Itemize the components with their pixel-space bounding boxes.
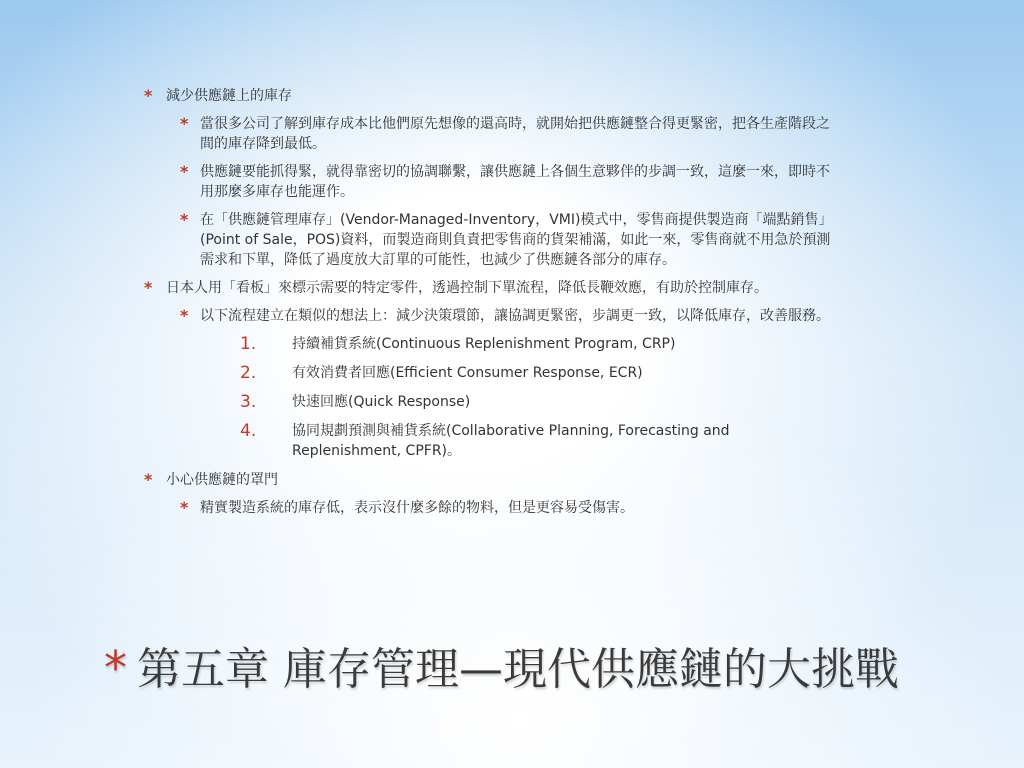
bullet-text: 減少供應鏈上的庫存 bbox=[166, 88, 292, 104]
bullet-text: 精實製造系統的庫存低，表示沒什麼多餘的物料，但是更容易受傷害。 bbox=[200, 500, 634, 516]
numbered-item bbox=[140, 363, 840, 383]
title-text: 第五章 庫存管理—現代供應鏈的大挑戰 bbox=[137, 644, 899, 695]
bullet-icon: * bbox=[144, 86, 153, 105]
bullet-icon: * bbox=[144, 470, 153, 489]
list-number: 3. bbox=[240, 392, 257, 412]
bullet-icon: * bbox=[180, 210, 189, 229]
list-number: 4. bbox=[240, 421, 257, 441]
numbered-item bbox=[140, 334, 840, 354]
numbered-text: 有效消費者回應(Efficient Consumer Response, ECR) bbox=[292, 365, 643, 381]
list-number: 2. bbox=[240, 363, 257, 383]
bullet-icon: * bbox=[180, 114, 189, 133]
numbered-text: 快速回應(Quick Response) bbox=[292, 394, 471, 410]
numbered-item bbox=[140, 392, 840, 412]
title-bullet-icon: * bbox=[104, 641, 127, 695]
bullet-icon: * bbox=[180, 162, 189, 181]
bullet-text: 以下流程建立在類似的想法上：減少決策環節，讓協調更緊密，步調更一致，以降低庫存，改善服務。 bbox=[200, 308, 830, 324]
bullet-icon: * bbox=[180, 498, 189, 517]
bullet-text: 在「供應鏈管理庫存」(Vendor-Managed-Inventory，VMI)模式中，零售商提供製造商「端點銷售」(Point of Sale，POS)資料，而製造商則負責把零售商的貨架補滿，如此一來，零售商就不用急於預測需求和下單，降低了過度放大訂單的可能性，也減少了供應鏈各部分的庫存。 bbox=[200, 212, 833, 268]
numbered-text: 協同規劃預測與補貨系統(Collaborative Planning, Forecasting and Replenishment, CPFR)。 bbox=[292, 423, 730, 459]
bullet-icon: * bbox=[144, 278, 153, 297]
numbered-text: 持續補貨系統(Continuous Replenishment Program, CRP) bbox=[292, 336, 676, 352]
slide-content bbox=[140, 86, 840, 526]
bullet-text: 日本人用「看板」來標示需要的特定零件，透過控制下單流程，降低長鞭效應，有助於控制庫存。 bbox=[166, 280, 768, 296]
bullet-item bbox=[140, 306, 840, 326]
bullet-item bbox=[140, 210, 840, 270]
bullet-item bbox=[140, 162, 840, 202]
list-number: 1. bbox=[240, 334, 257, 354]
bullet-item bbox=[140, 470, 840, 490]
bullet-icon: * bbox=[180, 306, 189, 325]
bullet-item bbox=[140, 114, 840, 154]
bullet-text: 供應鏈要能抓得緊，就得靠密切的協調聯繫，讓供應鏈上各個生意夥伴的步調一致，這麼一來，即時不用那麼多庫存也能運作。 bbox=[200, 164, 830, 200]
bullet-item bbox=[140, 278, 840, 298]
bullet-item bbox=[140, 498, 840, 518]
numbered-item bbox=[140, 421, 840, 461]
bullet-item bbox=[140, 86, 840, 106]
bullet-text: 小心供應鏈的罩門 bbox=[166, 472, 278, 488]
bullet-text: 當很多公司了解到庫存成本比他們原先想像的還高時，就開始把供應鏈整合得更緊密，把各生產階段之間的庫存降到最低。 bbox=[200, 116, 830, 152]
slide-title bbox=[104, 640, 1014, 698]
